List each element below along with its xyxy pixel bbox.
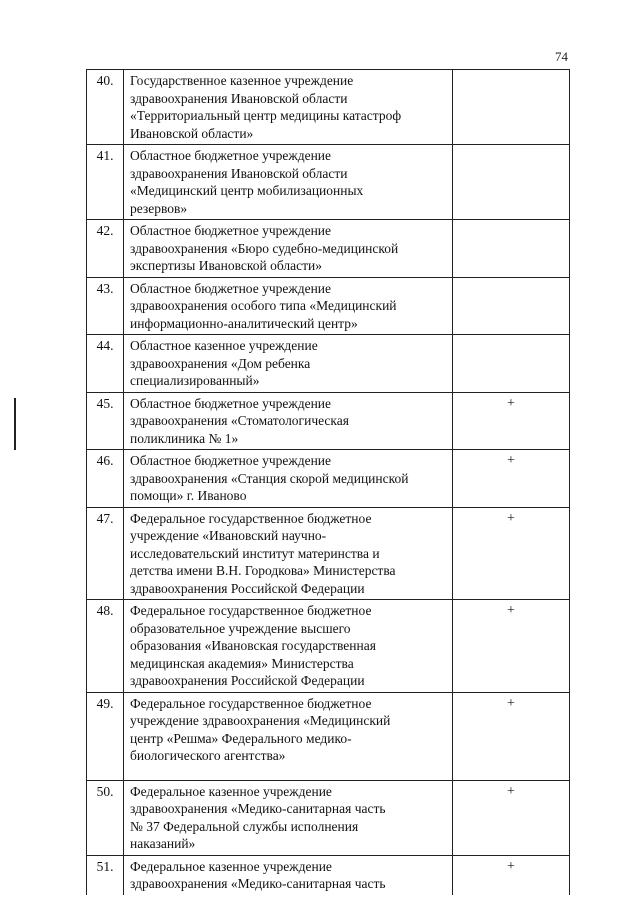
- row-number: 51.: [87, 855, 124, 895]
- table-row: [87, 70, 570, 145]
- row-number: 47.: [87, 507, 124, 600]
- institution-name: Областное казенное учреждение здравоохранения «Дом ребенка специализированный»: [124, 335, 453, 393]
- institution-name: Федеральное государственное бюджетное учреждение «Ивановский научно- исследовательский институт материнства и детства имени В.Н. Городкова» Министерства здравоохранения Российской Федерации: [124, 507, 453, 600]
- institution-name: Федеральное государственное бюджетное образовательное учреждение высшего образования «Ивановская государственная медицинская академия» Министерства здравоохранения Российской Федерации: [124, 600, 453, 693]
- row-number: 49.: [87, 692, 124, 780]
- participation-mark: [453, 145, 570, 220]
- page-number: 74: [555, 49, 568, 64]
- institution-name: Областное бюджетное учреждение здравоохранения «Бюро судебно-медицинской экспертизы Ивановской области»: [124, 220, 453, 278]
- institution-name: Областное бюджетное учреждение здравоохранения «Стоматологическая поликлиника № 1»: [124, 392, 453, 450]
- table-row: [87, 335, 570, 393]
- table-row: [87, 780, 570, 855]
- row-number: 41.: [87, 145, 124, 220]
- institution-name: Областное бюджетное учреждение здравоохранения особого типа «Медицинский информационно-аналитический центр»: [124, 277, 453, 335]
- row-number: 45.: [87, 392, 124, 450]
- institution-name: Федеральное казенное учреждение здравоохранения «Медико-санитарная часть: [124, 855, 453, 895]
- participation-mark: +: [453, 780, 570, 855]
- participation-mark: [453, 335, 570, 393]
- table-row: [87, 600, 570, 693]
- row-number: 43.: [87, 277, 124, 335]
- row-number: 46.: [87, 450, 124, 508]
- row-number: 50.: [87, 780, 124, 855]
- row-number: 48.: [87, 600, 124, 693]
- scan-margin-mark: [14, 398, 16, 450]
- participation-mark: +: [453, 450, 570, 508]
- table-row: [87, 507, 570, 600]
- table-row: [87, 692, 570, 780]
- participation-mark: +: [453, 692, 570, 780]
- institution-name: Государственное казенное учреждение здравоохранения Ивановской области «Территориальный центр медицины катастроф Ивановской области»: [124, 70, 453, 145]
- row-number: 44.: [87, 335, 124, 393]
- table-row: [87, 145, 570, 220]
- table-row: [87, 855, 570, 895]
- institution-name: Федеральное государственное бюджетное учреждение здравоохранения «Медицинский центр «Решма» Федерального медико- биологического агентства»: [124, 692, 453, 780]
- participation-mark: [453, 70, 570, 145]
- participation-mark: [453, 277, 570, 335]
- table-row: [87, 220, 570, 278]
- participation-mark: +: [453, 600, 570, 693]
- row-number: 42.: [87, 220, 124, 278]
- institution-name: Областное бюджетное учреждение здравоохранения «Станция скорой медицинской помощи» г. Иваново: [124, 450, 453, 508]
- institution-name: Областное бюджетное учреждение здравоохранения Ивановской области «Медицинский центр мобилизационных резервов»: [124, 145, 453, 220]
- row-number: 40.: [87, 70, 124, 145]
- table-row: [87, 450, 570, 508]
- participation-mark: +: [453, 392, 570, 450]
- table-row: [87, 277, 570, 335]
- participation-mark: +: [453, 507, 570, 600]
- participation-mark: +: [453, 855, 570, 895]
- institution-name: Федеральное казенное учреждение здравоохранения «Медико-санитарная часть № 37 Федеральной службы исполнения наказаний»: [124, 780, 453, 855]
- participation-mark: [453, 220, 570, 278]
- institutions-table: [86, 69, 570, 895]
- table-row: [87, 392, 570, 450]
